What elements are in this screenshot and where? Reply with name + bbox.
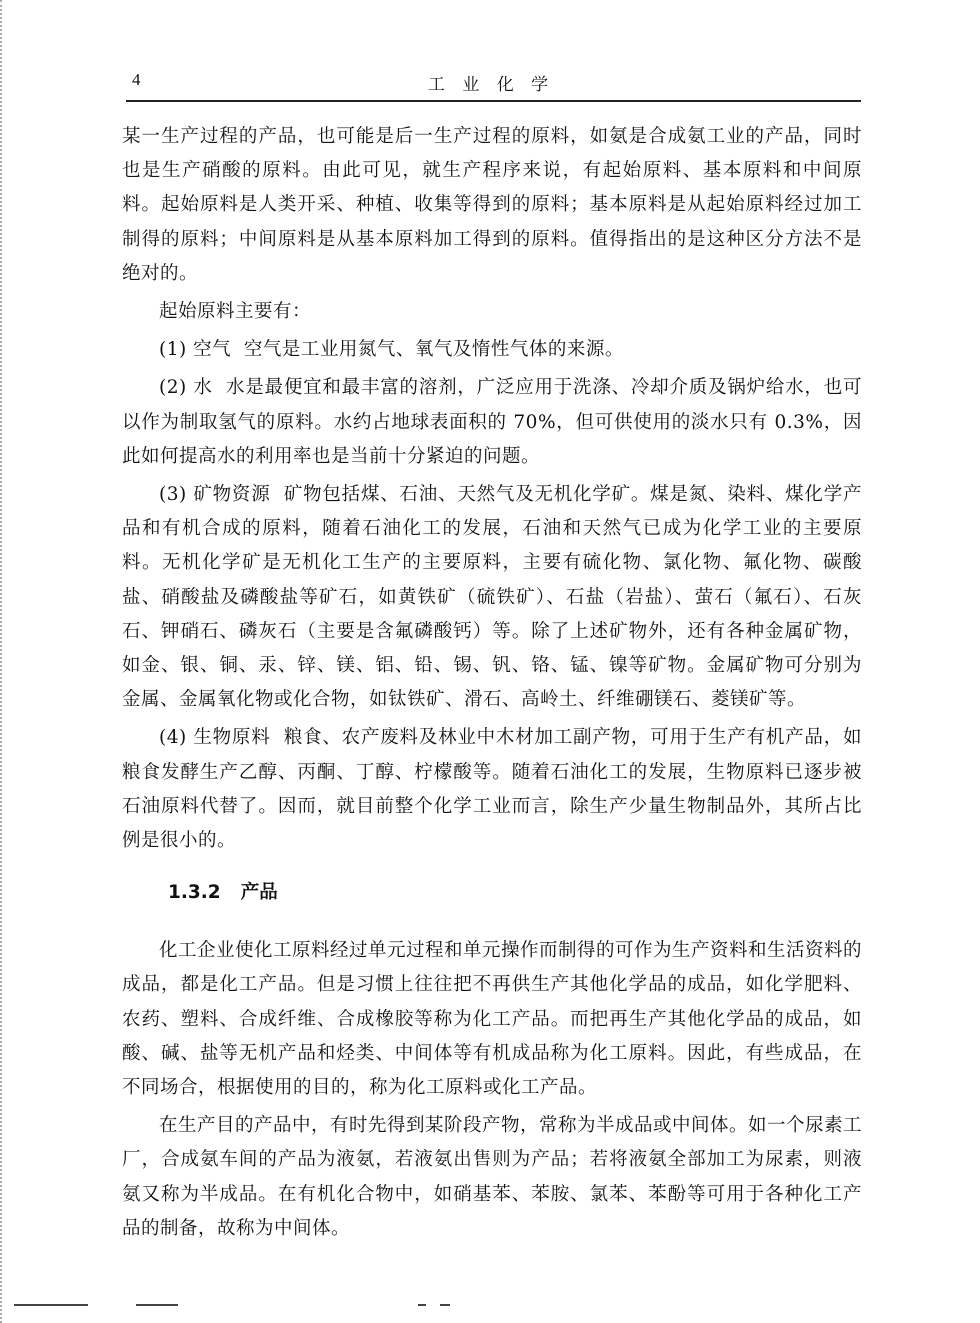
running-title: 工 业 化 学 <box>427 75 555 95</box>
term-minerals: (3) 矿物资源 <box>159 484 271 506</box>
paragraph-continuation: 某一生产过程的产品，也可能是后一生产过程的原料，如氨是合成氨工业的产品，同时也是生产硝酸的原料。由此可见，就生产程序来说，有起始原料、基本原料和中间原料。起始原料是人类开采、种植、收集等得到的原料；基本原料是从起始原料经过加工制得的原料；中间原料是从基本原料加工得到的原料。值得指出的是这种区分方法不是绝对的。 <box>122 126 862 284</box>
paragraph-intermediates: 在生产目的产品中，有时先得到某阶段产物，常称为半成品或中间体。如一个尿素工厂，合成氨车间的产品为液氨，若液氨出售则为产品；若将液氨全部加工为尿素，则液氨又称为半成品。在有机化合物中，如硝基苯、苯胺、氯苯、苯酚等可用于各种化工产品的制备，故称为中间体。 <box>122 1115 863 1239</box>
footer-mark <box>136 1304 178 1306</box>
paragraph-water <box>122 371 862 474</box>
water-text: 水是最便宜和最丰富的溶剂，广泛应用于洗涤、冷却介质及锅炉给水，也可以作为制取氢气的原料。水约占地球表面积的 70%，但可供使用的淡水只有 0.3%，因此如何提高水的利用率也是当前十分紧迫的问题。 <box>122 377 862 467</box>
term-air: (1) 空气 <box>159 339 232 361</box>
section-heading <box>122 876 862 910</box>
biological-text: 粮食、农产废料及林业中木材加工副产物，可用于生产有机产品，如粮食发酵生产乙醇、丙酮、丁醇、柠檬酸等。随着石油化工的发展，生物原料已逐步被石油原料代替了。因而，就目前整个化学工业而言，除生产少量生物制品外，其所占比例是很小的。 <box>122 727 862 852</box>
footer-scan-marks <box>14 1304 474 1310</box>
paragraph-biological <box>122 721 862 858</box>
page-body <box>122 120 862 1246</box>
paragraph-products-definition: 化工企业使化工原料经过单元过程和单元操作而制得的可作为生产资料和生活资料的成品，都是化工产品。但是习惯上往往把不再供生产其他化学品的成品，如化学肥料、农药、塑料、合成纤维、合成橡胶等称为化工产品。而把再生产其他化学品的成品，如酸、碱、盐等无机产品和烃类、中间体等有机成品称为化工原料。因此，有些成品，在不同场合，根据使用的目的，称为化工原料或化工产品。 <box>122 940 863 1099</box>
scan-edge-artifact <box>0 0 8 1323</box>
section-number: 1.3.2 <box>168 882 221 904</box>
paragraph-raw-materials-intro: 起始原料主要有： <box>159 301 312 323</box>
term-biological: (4) 生物原料 <box>159 727 271 749</box>
term-water: (2) 水 <box>159 377 213 399</box>
paragraph-minerals <box>122 478 862 717</box>
section-title: 产品 <box>240 882 278 904</box>
air-text: 空气是工业用氮气、氧气及惰性气体的来源。 <box>243 339 624 361</box>
footer-mark <box>440 1304 450 1306</box>
header-rule <box>126 100 861 102</box>
page-header <box>126 66 856 98</box>
footer-mark <box>14 1304 88 1306</box>
paragraph-air <box>122 333 862 367</box>
page-number: 4 <box>132 70 141 89</box>
footer-mark <box>418 1304 426 1306</box>
minerals-text: 矿物包括煤、石油、天然气及无机化学矿。煤是氮、染料、煤化学产品和有机合成的原料，随着石油化工的发展，石油和天然气已成为化学工业的主要原料。无机化学矿是无机化工生产的主要原料，主要有硫化物、氯化物、氟化物、碳酸盐、硝酸盐及磷酸盐等矿石，如黄铁矿（硫铁矿）、石盐（岩盐）、萤石（氟石）、石灰石、钾硝石、磷灰石（主要是含氟磷酸钙）等。除了上述矿物外，还有各种金属矿物，如金、银、铜、汞、锌、镁、铝、铅、锡、钒、铬、锰、镍等矿物。金属矿物可分别为金属、金属氧化物或化合物，如钛铁矿、滑石、高岭土、纤维硼镁石、菱镁矿等。 <box>122 484 862 711</box>
